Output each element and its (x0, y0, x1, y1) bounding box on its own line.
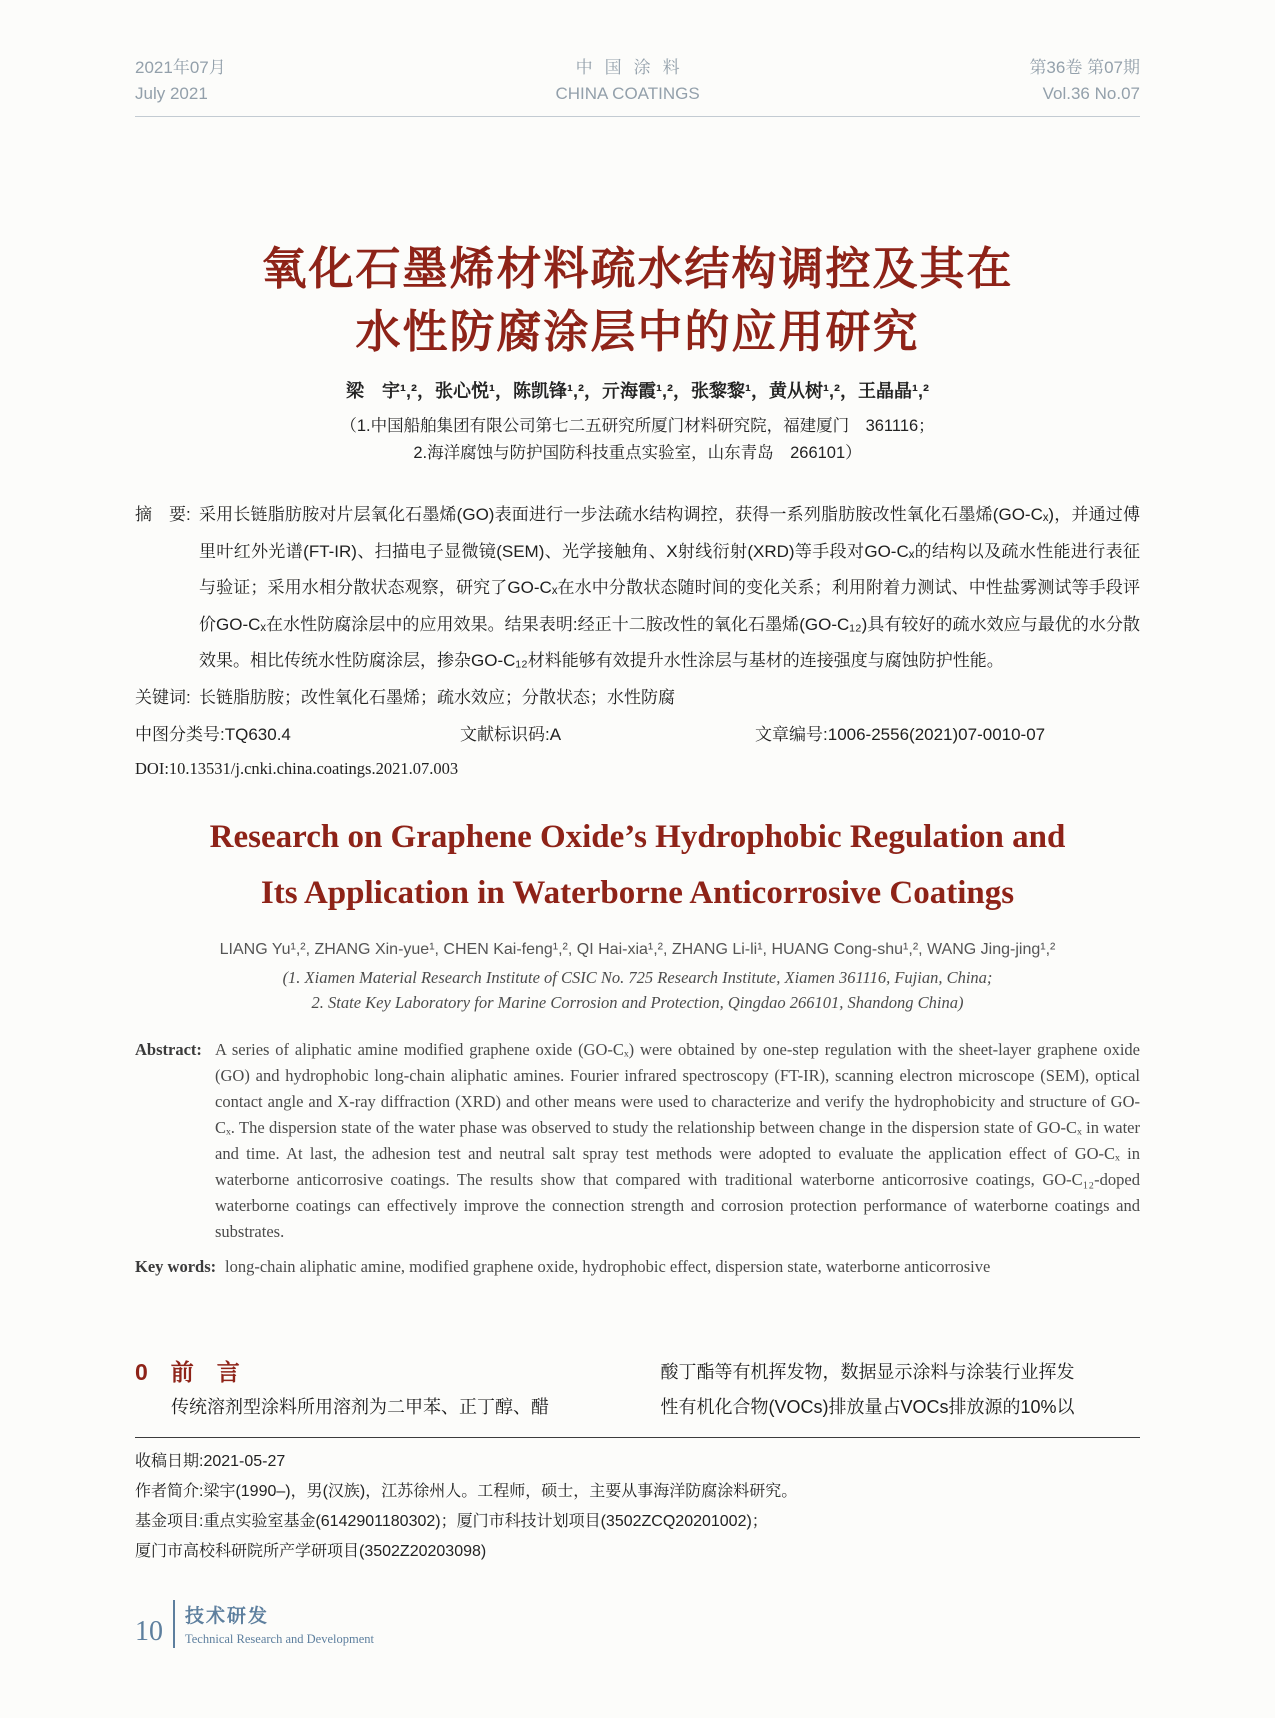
section-heading-introduction: 0 前 言 (135, 1359, 240, 1385)
footnote-author-bio: 作者简介:梁宇(1990–)，男(汉族)，江苏徐州人。工程师，硕士，主要从事海洋防腐涂料研究。 (135, 1483, 798, 1500)
document-code-value: A (549, 725, 562, 744)
affiliation-zh-1: （1.中国船舶集团有限公司第七二五研究所厦门材料研究院，福建厦门 361116； (340, 417, 935, 435)
abstract-zh-label: 摘 要: (135, 505, 191, 524)
footer-section-zh: 技术研发 (185, 1606, 270, 1627)
article-title-zh (135, 237, 1140, 363)
abstract-en (135, 1037, 1140, 1245)
clc-label: 中图分类号: (135, 725, 225, 744)
header-issue-date (135, 55, 226, 107)
article-title-en (135, 809, 1140, 921)
abstract-en-text: A series of aliphatic amine modified graphene oxide (GO-Cₓ) were obtained by one-step regulation with the sheet-layer graphene oxide (GO) and hydrophobic long-chain aliphatic amines. Fourier infrared spectroscopy (FT-IR), scanning electron microscope (SEM), optical contact angle and X-ray diffraction (XRD) and other means were used to characterize and verify the hydrophobicity and structure of GO-Cₓ. The dispersion state of the water phase was observed to study the relationship between change in the dispersion state of GO-Cₓ in water and time. At last, the adhesion test and neutral salt spray test methods were adopted to evaluate the application effect of GO-Cₓ in waterborne anticorrosive coatings. The results show that compared with traditional waterborne anticorrosive coatings, GO-C₁₂-doped waterborne coatings can effectively improve the connection strength and corrosion protection performance of waterborne coatings and substrates. (215, 1040, 1140, 1241)
footnote-funding-2: 厦门市高校科研院所产学研项目(3502Z20203098) (135, 1543, 487, 1560)
keywords-zh-text: 长链脂肪胺；改性氧化石墨烯；疏水效应；分散状态；水性防腐 (199, 687, 675, 707)
abstract-zh (135, 497, 1140, 680)
journal-name-en: CHINA COATINGS (555, 84, 700, 103)
footer-section (185, 1601, 374, 1647)
footnotes (135, 1437, 1140, 1567)
issue-date-zh: 2021年07月 (135, 58, 226, 77)
authors-zh: 梁 宇¹,²，张心悦¹，陈凯锋¹,²，亓海霞¹,²，张黎黎¹，黄从树¹,²，王晶晶¹,² (346, 381, 929, 401)
volume-issue-en: Vol.36 No.07 (1042, 84, 1140, 103)
footer-divider-bar (173, 1600, 175, 1648)
document-code (460, 716, 755, 753)
intro-column-left (135, 1355, 615, 1425)
affiliation-en-1: (1. Xiamen Material Research Institute of CSIC No. 725 Research Institute, Xiamen 361116, Fujian, China; (282, 968, 993, 987)
issue-date-en: July 2021 (135, 84, 208, 103)
intro-column-right (661, 1355, 1141, 1425)
article-id (755, 716, 1140, 753)
keywords-zh (135, 680, 1140, 717)
page-footer (135, 1600, 374, 1648)
clc-number (135, 716, 460, 753)
article-id-value: 1006-2556(2021)07-0010-07 (827, 725, 1046, 744)
footnote-funding-1: 基金项目:重点实验室基金(6142901180302)；厦门市科技计划项目(3502ZCQ20201002)； (135, 1513, 768, 1530)
affiliations-en (135, 965, 1140, 1015)
affiliation-zh-2: 2.海洋腐蚀与防护国防科技重点实验室，山东青岛 266101） (413, 444, 862, 462)
journal-name-zh: 中国涂料 (575, 58, 692, 77)
intro-right-line1: 酸丁酯等有机挥发物，数据显示涂料与涂装行业挥发 (660, 1362, 1075, 1382)
authors-en: LIANG Yu¹,², ZHANG Xin-yue¹, CHEN Kai-feng¹,², QI Hai-xia¹,², ZHANG Li-li¹, HUANG Cong-shu¹,², WANG Jing-jing¹,² (219, 941, 1056, 958)
document-code-label: 文献标识码: (460, 725, 550, 744)
header-volume-issue (1029, 55, 1140, 107)
page-number: 10 (135, 1616, 163, 1647)
volume-issue-zh: 第36卷 第07期 (1029, 58, 1140, 77)
introduction-section (135, 1355, 1140, 1425)
doi: DOI:10.13531/j.cnki.china.coatings.2021.07.003 (135, 759, 459, 778)
affiliation-en-2: 2. State Key Laboratory for Marine Corrosion and Protection, Qingdao 266101, Shandong China) (311, 993, 964, 1012)
article-title-zh-line1: 氧化石墨烯材料疏水结构调控及其在 (261, 243, 1014, 294)
abstract-zh-text: 采用长链脂肪胺对片层氧化石墨烯(GO)表面进行一步法疏水结构调控，获得一系列脂肪胺改性氧化石墨烯(GO-Cₓ)，并通过傅里叶红外光谱(FT-IR)、扫描电子显微镜(SEM)、光学接触角、X射线衍射(XRD)等手段对GO-Cₓ的结构以及疏水性能进行表征与验证；采用水相分散状态观察，研究了GO-Cₓ在水中分散状态随时间的变化关系；利用附着力测试、中性盐雾测试等手段评价GO-Cₓ在水性防腐涂层中的应用效果。结果表明:经正十二胺改性的氧化石墨烯(GO-C₁₂)具有较好的疏水效应与最优的水分散效果。相比传统水性防腐涂层，掺杂GO-C₁₂材料能够有效提升水性涂层与基材的连接强度与腐蚀防护性能。 (199, 505, 1140, 670)
intro-left-line1: 传统溶剂型涂料所用溶剂为二甲苯、正丁醇、醋 (171, 1397, 549, 1417)
keywords-en (135, 1254, 1140, 1280)
keywords-en-label: Key words: (135, 1257, 217, 1276)
footnote-received-date: 收稿日期:2021-05-27 (135, 1453, 286, 1470)
header-journal-name (555, 55, 699, 107)
abstract-en-label: Abstract: (135, 1040, 202, 1059)
keywords-zh-label: 关键词: (135, 687, 191, 707)
keywords-en-text: long-chain aliphatic amine, modified graphene oxide, hydrophobic effect, dispersion state, waterborne anticorrosive (225, 1257, 991, 1276)
journal-header (135, 55, 1140, 117)
affiliations-zh (135, 413, 1140, 467)
intro-right-line2: 性有机化合物(VOCs)排放量占VOCs排放源的10%以 (660, 1397, 1075, 1417)
article-id-label: 文章编号: (755, 725, 828, 744)
clc-value: TQ630.4 (224, 725, 291, 744)
footer-section-en: Technical Research and Development (185, 1632, 374, 1646)
article-title-en-line1: Research on Graphene Oxide’s Hydrophobic Regulation and (209, 819, 1066, 855)
article-title-zh-line2: 水性防腐涂层中的应用研究 (355, 306, 920, 357)
article-title-en-line2: Its Application in Waterborne Anticorrosive Coatings (260, 875, 1015, 911)
classification-row (135, 716, 1140, 753)
